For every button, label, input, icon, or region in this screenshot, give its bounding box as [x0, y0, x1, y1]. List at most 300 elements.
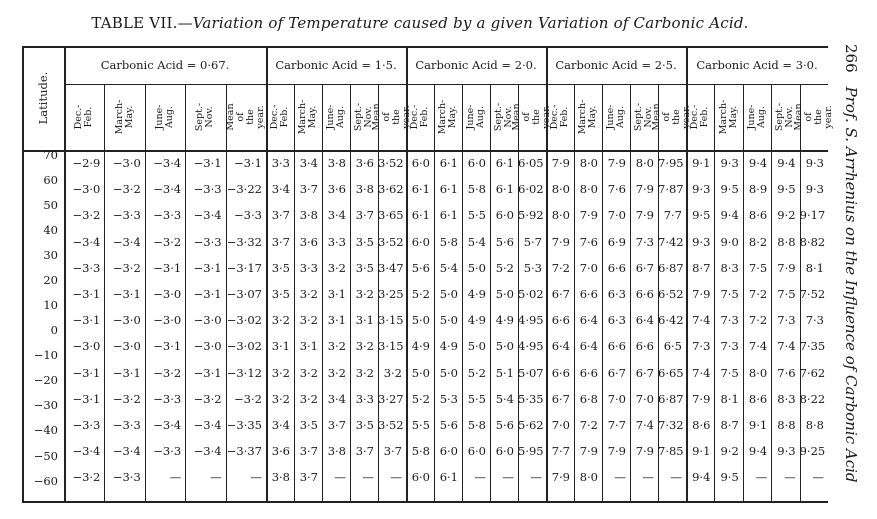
- table-cell: 3·3: [271, 156, 290, 170]
- table-cell: 8·0: [579, 470, 598, 485]
- table-cell: 7·5: [720, 287, 739, 301]
- table-cell: −3·4: [153, 156, 182, 170]
- table-cell: 7·3: [720, 313, 739, 328]
- table-cell: 9·17: [799, 208, 826, 223]
- table-cell: 6·7: [635, 365, 654, 380]
- table-cell: 7·0: [635, 391, 654, 406]
- table-cell: 5·5: [467, 391, 486, 406]
- table-cell: 3·6: [327, 182, 346, 197]
- season-header: [64, 84, 104, 150]
- table-cell: −3·4: [193, 208, 222, 223]
- table-number: TABLE VII.—: [91, 14, 193, 32]
- table-cell: 9·5: [777, 182, 796, 197]
- table-cell: 9·25: [799, 444, 826, 459]
- table-cell: 5·5: [467, 208, 486, 223]
- table-cell: 8·0: [635, 156, 654, 170]
- table-cell: 7·52: [799, 287, 826, 301]
- table-cell: 3·8: [271, 470, 290, 485]
- table-cell: 5·3: [523, 260, 542, 275]
- season-header-label: June- Aug.: [745, 104, 767, 130]
- table-cell: −3·1: [193, 156, 222, 170]
- table-cell: −3·1: [112, 287, 141, 301]
- season-header: [104, 84, 144, 150]
- table-cell: 5·8: [467, 182, 486, 197]
- table-cell: 5·2: [495, 260, 514, 275]
- season-header-label: March- May.: [717, 99, 739, 135]
- table-cell: 3·2: [299, 287, 318, 301]
- latitude-header: [22, 46, 64, 150]
- table-title: [0, 14, 840, 32]
- season-header-label: Mean of the year.: [511, 103, 552, 131]
- table-cell: 9·3: [692, 182, 711, 197]
- table-cell: 6·65: [658, 365, 684, 380]
- table-cell: 8·8: [777, 234, 796, 249]
- table-cell: 5·7: [523, 234, 542, 249]
- table-cell: 6·6: [607, 339, 626, 354]
- table-cell: 8·8: [805, 418, 824, 432]
- table-cell: —: [169, 470, 182, 485]
- season-header: [185, 84, 225, 150]
- table-cell: 6·6: [579, 287, 598, 301]
- season-header-label: Mean of the year.: [371, 103, 412, 131]
- season-header-label: March- May.: [437, 99, 458, 135]
- table-cell: 3·2: [299, 313, 318, 328]
- table-cell: −3·35: [226, 418, 262, 432]
- group-header: Carbonic Acid = 3·0.: [696, 58, 818, 72]
- table-cell: —: [784, 470, 796, 485]
- table-cell: 7·9: [607, 444, 626, 459]
- table-cell: −3·0: [72, 182, 101, 197]
- table-cell: 6·1: [439, 208, 458, 223]
- season-header-label: June- Aug.: [605, 104, 626, 130]
- season-header: [546, 84, 574, 150]
- table-cell: 7·2: [579, 418, 598, 432]
- table-cell: 5·4: [495, 391, 514, 406]
- table-cell: 7·9: [551, 470, 570, 485]
- table-cell: 5·0: [439, 365, 458, 380]
- table-cell: 5·02: [518, 287, 544, 301]
- season-header: [145, 84, 185, 150]
- table-cell: 3·7: [271, 234, 290, 249]
- table-cell: 3·5: [271, 260, 290, 275]
- table-cell: 8·2: [748, 234, 768, 249]
- table-cell: 9·3: [805, 156, 824, 170]
- table-cell: 5·2: [411, 287, 430, 301]
- table-cell: 5·4: [439, 260, 458, 275]
- table-cell: 6·6: [551, 313, 570, 328]
- table-cell: 6·0: [411, 470, 430, 485]
- table-cell: 7·9: [635, 182, 654, 197]
- table-cell: −3·1: [153, 260, 182, 275]
- season-header: [266, 84, 294, 150]
- table-cell: 3·65: [378, 208, 404, 223]
- table-cell: 8·9: [748, 182, 768, 197]
- page-margin: [833, 44, 869, 504]
- table-cell: −3·0: [153, 313, 182, 328]
- table-cell: 8·0: [551, 182, 570, 197]
- table-cell: 6·1: [495, 182, 514, 197]
- season-header: [406, 84, 434, 150]
- table-cell: 3·25: [378, 287, 404, 301]
- table-cell: 9·4: [748, 444, 768, 459]
- season-header: [226, 84, 266, 150]
- table-cell: 8·22: [799, 391, 826, 406]
- table-cell: 9·4: [720, 208, 739, 223]
- table-cell: 7·5: [777, 287, 796, 301]
- table-cell: 7·0: [607, 208, 626, 223]
- table-cell: 3·1: [327, 313, 346, 328]
- table-cell: 6·42: [658, 313, 684, 328]
- table-cell: −3·2: [72, 470, 101, 485]
- table-cell: 5·92: [518, 208, 544, 223]
- season-header: [686, 84, 714, 150]
- table-cell: 6·8: [579, 391, 598, 406]
- table-cell: 5·3: [439, 391, 458, 406]
- table-cell: −3·1: [193, 287, 222, 301]
- table-cell: 3·5: [355, 234, 374, 249]
- table-cell: 3·27: [378, 391, 404, 406]
- season-header-label: Dec.- Feb.: [409, 104, 430, 130]
- table-cell: —: [755, 470, 768, 485]
- group-header: Carbonic Acid = 1·5.: [275, 58, 397, 72]
- table-cell: 5·6: [495, 418, 514, 432]
- table-cell: 5·8: [411, 444, 430, 459]
- table-cell: 3·6: [299, 234, 318, 249]
- table-cell: 6·87: [658, 391, 684, 406]
- table-cell: 8·82: [799, 234, 826, 249]
- table-cell: −3·3: [72, 260, 101, 275]
- table-cell: 6·6: [607, 260, 626, 275]
- table-cell: −3·4: [193, 418, 222, 432]
- table-cell: 7·9: [579, 444, 598, 459]
- season-header: [602, 84, 630, 150]
- table-cell: 3·7: [355, 444, 374, 459]
- table-cell: 6·0: [495, 208, 514, 223]
- table-cell: 8·7: [720, 418, 739, 432]
- table-cell: 9·5: [692, 208, 711, 223]
- table-cell: 3·6: [271, 444, 290, 459]
- table-cell: 5·62: [518, 418, 544, 432]
- table-cell: 3·15: [378, 339, 404, 354]
- table-cell: 5·0: [467, 260, 486, 275]
- table-cell: 6·0: [495, 444, 514, 459]
- table-cell: 6·4: [579, 339, 598, 354]
- table-border-top: [22, 46, 828, 48]
- season-header-label: Sept.- Nov.: [633, 102, 654, 132]
- table-caption: Variation of Temperature caused by a given Variation of Carbonic Acid.: [192, 14, 749, 32]
- table-cell: 7·9: [692, 391, 711, 406]
- table-cell: −3·0: [112, 156, 141, 170]
- table-cell: 4·9: [495, 313, 514, 328]
- table-cell: 3·2: [299, 365, 318, 380]
- data-table: [22, 46, 834, 502]
- table-cell: 7·9: [607, 156, 626, 170]
- table-cell: —: [614, 470, 626, 485]
- table-cell: 5·8: [467, 418, 486, 432]
- table-cell: 5·0: [411, 365, 430, 380]
- table-cell: 7·3: [635, 234, 654, 249]
- table-cell: 3·8: [355, 182, 374, 197]
- table-cell: −3·2: [112, 260, 141, 275]
- table-cell: 5·8: [439, 234, 458, 249]
- table-cell: 3·4: [327, 391, 346, 406]
- season-header-label: Dec.- Feb.: [269, 104, 290, 130]
- table-cell: 3·2: [383, 365, 402, 380]
- table-cell: 8·1: [720, 391, 739, 406]
- table-cell: −3·37: [226, 444, 262, 459]
- season-header-label: March- May.: [297, 99, 318, 135]
- table-cell: 5·6: [495, 234, 514, 249]
- table-cell: −3·32: [226, 234, 262, 249]
- table-cell: —: [670, 470, 682, 485]
- table-cell: 7·9: [777, 260, 796, 275]
- table-cell: 5·0: [439, 313, 458, 328]
- table-cell: 3·8: [327, 444, 346, 459]
- table-cell: 7·3: [777, 313, 796, 328]
- table-cell: 3·2: [271, 365, 290, 380]
- table-cell: 3·7: [299, 444, 318, 459]
- table-cell: 9·4: [748, 156, 768, 170]
- table-cell: 6·0: [411, 156, 430, 170]
- season-header-label: March- May.: [113, 99, 135, 135]
- table-cell: −3·1: [193, 365, 222, 380]
- table-cell: 3·4: [299, 156, 318, 170]
- table-cell: 7·85: [658, 444, 684, 459]
- season-header-label: Sept.- Nov.: [774, 102, 796, 132]
- latitude-label: −20: [33, 373, 58, 388]
- season-header: [511, 84, 552, 150]
- table-cell: 5·35: [518, 391, 544, 406]
- table-cell: 3·7: [299, 470, 318, 485]
- latitude-label: −10: [33, 348, 58, 363]
- table-cell: 7·4: [692, 365, 711, 380]
- table-cell: 6·4: [635, 313, 654, 328]
- table-cell: 6·87: [658, 260, 684, 275]
- table-cell: 9·1: [692, 156, 711, 170]
- table-cell: 6·05: [518, 156, 544, 170]
- season-header: [462, 84, 490, 150]
- table-cell: −3·4: [72, 234, 101, 249]
- table-cell: 3·2: [355, 365, 374, 380]
- table-cell: 6·4: [579, 313, 598, 328]
- table-cell: −3·1: [112, 365, 141, 380]
- table-cell: —: [502, 470, 514, 485]
- table-cell: −3·3: [234, 208, 262, 223]
- table-cell: 3·52: [378, 418, 404, 432]
- table-cell: 3·3: [355, 391, 374, 406]
- table-cell: 3·7: [271, 208, 290, 223]
- table-cell: 7·5: [720, 365, 739, 380]
- table-cell: —: [390, 470, 402, 485]
- table-cell: 5·0: [467, 339, 486, 354]
- table-cell: 3·2: [355, 339, 374, 354]
- table-cell: 7·9: [551, 156, 570, 170]
- latitude-label: 50: [43, 198, 58, 213]
- table-cell: −3·4: [72, 444, 101, 459]
- running-head: Prof. S. Arrhenius on the Influence of Carbonic Acid: [842, 86, 860, 483]
- table-cell: 8·0: [748, 365, 768, 380]
- table-cell: 9·3: [692, 234, 711, 249]
- table-cell: −3·3: [193, 234, 222, 249]
- table-cell: 6·52: [658, 287, 684, 301]
- table-cell: 7·0: [607, 391, 626, 406]
- table-cell: 6·1: [439, 470, 458, 485]
- table-cell: —: [334, 470, 346, 485]
- table-cell: 6·3: [607, 287, 626, 301]
- table-cell: 7·7: [663, 208, 682, 223]
- table-cell: 7·9: [579, 208, 598, 223]
- table-cell: 7·6: [777, 365, 796, 380]
- table-cell: −3·0: [72, 339, 101, 354]
- season-header: [322, 84, 350, 150]
- table-cell: −3·1: [72, 365, 101, 380]
- table-cell: 4·9: [439, 339, 458, 354]
- table-cell: 3·3: [327, 234, 346, 249]
- season-header-label: Dec.- Feb.: [549, 104, 570, 130]
- table-cell: 5·2: [467, 365, 486, 380]
- table-cell: 6·6: [551, 365, 570, 380]
- table-cell: —: [362, 470, 374, 485]
- latitude-label: 0: [50, 323, 58, 338]
- table-cell: 3·5: [355, 418, 374, 432]
- table-cell: 5·6: [439, 418, 458, 432]
- table-cell: 3·47: [378, 260, 404, 275]
- table-cell: 7·35: [799, 339, 826, 354]
- table-cell: 6·7: [635, 260, 654, 275]
- table-cell: 3·1: [299, 339, 318, 354]
- season-header: [434, 84, 462, 150]
- table-cell: −3·3: [112, 470, 141, 485]
- latitude-label: 20: [43, 273, 58, 288]
- table-cell: −3·4: [112, 234, 141, 249]
- season-header: [294, 84, 322, 150]
- table-cell: 6·0: [467, 444, 486, 459]
- table-cell: 8·0: [551, 208, 570, 223]
- table-cell: −3·17: [226, 260, 262, 275]
- season-header: [714, 84, 742, 150]
- table-cell: 6·02: [518, 182, 544, 197]
- table-cell: 3·2: [327, 339, 346, 354]
- table-cell: −3·3: [153, 391, 182, 406]
- table-cell: 9·3: [805, 182, 824, 197]
- table-cell: 9·3: [777, 444, 796, 459]
- table-cell: 3·52: [378, 234, 404, 249]
- table-cell: 5·1: [495, 365, 514, 380]
- season-header: [574, 84, 602, 150]
- table-cell: 3·8: [327, 156, 346, 170]
- table-cell: 7·95: [658, 156, 684, 170]
- page-number: 266: [842, 44, 860, 73]
- table-cell: 9·4: [777, 156, 796, 170]
- table-cell: 3·5: [355, 260, 374, 275]
- season-header-label: Mean of the year.: [224, 103, 266, 131]
- table-cell: 7·4: [692, 313, 711, 328]
- table-cell: 4·9: [411, 339, 430, 354]
- season-header-label: Sept.- Nov.: [493, 102, 514, 132]
- table-cell: 5·6: [411, 260, 430, 275]
- table-cell: 6·4: [551, 339, 570, 354]
- table-cell: 5·0: [495, 339, 514, 354]
- table-cell: 3·4: [271, 418, 290, 432]
- table-cell: 3·15: [378, 313, 404, 328]
- table-cell: 5·0: [495, 287, 514, 301]
- table-cell: 5·95: [518, 444, 544, 459]
- table-cell: 6·7: [551, 391, 570, 406]
- table-cell: 7·6: [579, 234, 598, 249]
- table-cell: −3·02: [226, 313, 262, 328]
- table-cell: −3·4: [153, 182, 182, 197]
- season-header-label: June- Aug.: [325, 104, 346, 130]
- table-cell: 7·32: [658, 418, 684, 432]
- table-cell: —: [530, 470, 542, 485]
- table-cell: 6·1: [439, 182, 458, 197]
- table-cell: −3·2: [112, 182, 141, 197]
- table-cell: −3·0: [112, 339, 141, 354]
- latitude-label: 40: [43, 223, 58, 238]
- table-cell: 3·4: [327, 208, 346, 223]
- table-cell: 7·9: [551, 234, 570, 249]
- table-cell: 3·2: [327, 260, 346, 275]
- table-cell: 7·4: [635, 418, 654, 432]
- season-header: [792, 84, 834, 150]
- table-cell: 6·7: [607, 365, 626, 380]
- table-cell: −3·0: [193, 313, 222, 328]
- table-cell: −3·2: [112, 391, 141, 406]
- table-cell: —: [642, 470, 654, 485]
- table-cell: 3·4: [271, 182, 290, 197]
- table-cell: 7·2: [748, 313, 768, 328]
- table-cell: 9·3: [720, 156, 739, 170]
- table-cell: 6·7: [551, 287, 570, 301]
- table-cell: 8·7: [692, 260, 711, 275]
- table-cell: 7·3: [720, 339, 739, 354]
- table-cell: 5·5: [411, 418, 430, 432]
- table-cell: 3·7: [327, 418, 346, 432]
- season-header-label: Sept.- Nov.: [194, 102, 216, 132]
- table-cell: −3·4: [193, 444, 222, 459]
- table-cell: 6·6: [635, 287, 654, 301]
- table-cell: −3·12: [226, 365, 262, 380]
- table-cell: 5·0: [439, 287, 458, 301]
- table-cell: 6·1: [411, 208, 430, 223]
- table-cell: 8·0: [579, 156, 598, 170]
- table-cell: 8·8: [777, 418, 796, 432]
- header-bottom-rule: [22, 150, 828, 152]
- table-cell: 6·1: [495, 156, 514, 170]
- table-cell: 8·6: [748, 208, 768, 223]
- table-cell: 9·4: [692, 470, 711, 485]
- table-border-bottom: [22, 501, 828, 503]
- table-cell: 7·3: [692, 339, 711, 354]
- table-cell: −3·4: [112, 444, 141, 459]
- season-header-label: March- May.: [577, 99, 598, 135]
- table-cell: 3·2: [271, 313, 290, 328]
- table-cell: −3·2: [72, 208, 101, 223]
- table-cell: −3·2: [153, 234, 182, 249]
- table-cell: −3·3: [72, 418, 101, 432]
- table-cell: 3·7: [383, 444, 402, 459]
- table-cell: 9·5: [720, 182, 739, 197]
- table-cell: 3·7: [355, 208, 374, 223]
- table-cell: 7·4: [748, 339, 768, 354]
- table-cell: 4·9: [467, 313, 486, 328]
- season-header-label: Mean of the year.: [792, 103, 834, 131]
- latitude-label: −60: [33, 473, 58, 488]
- table-cell: 3·2: [271, 391, 290, 406]
- latitude-label: 30: [43, 248, 58, 263]
- table-cell: −3·2: [234, 391, 262, 406]
- table-cell: 9·1: [692, 444, 711, 459]
